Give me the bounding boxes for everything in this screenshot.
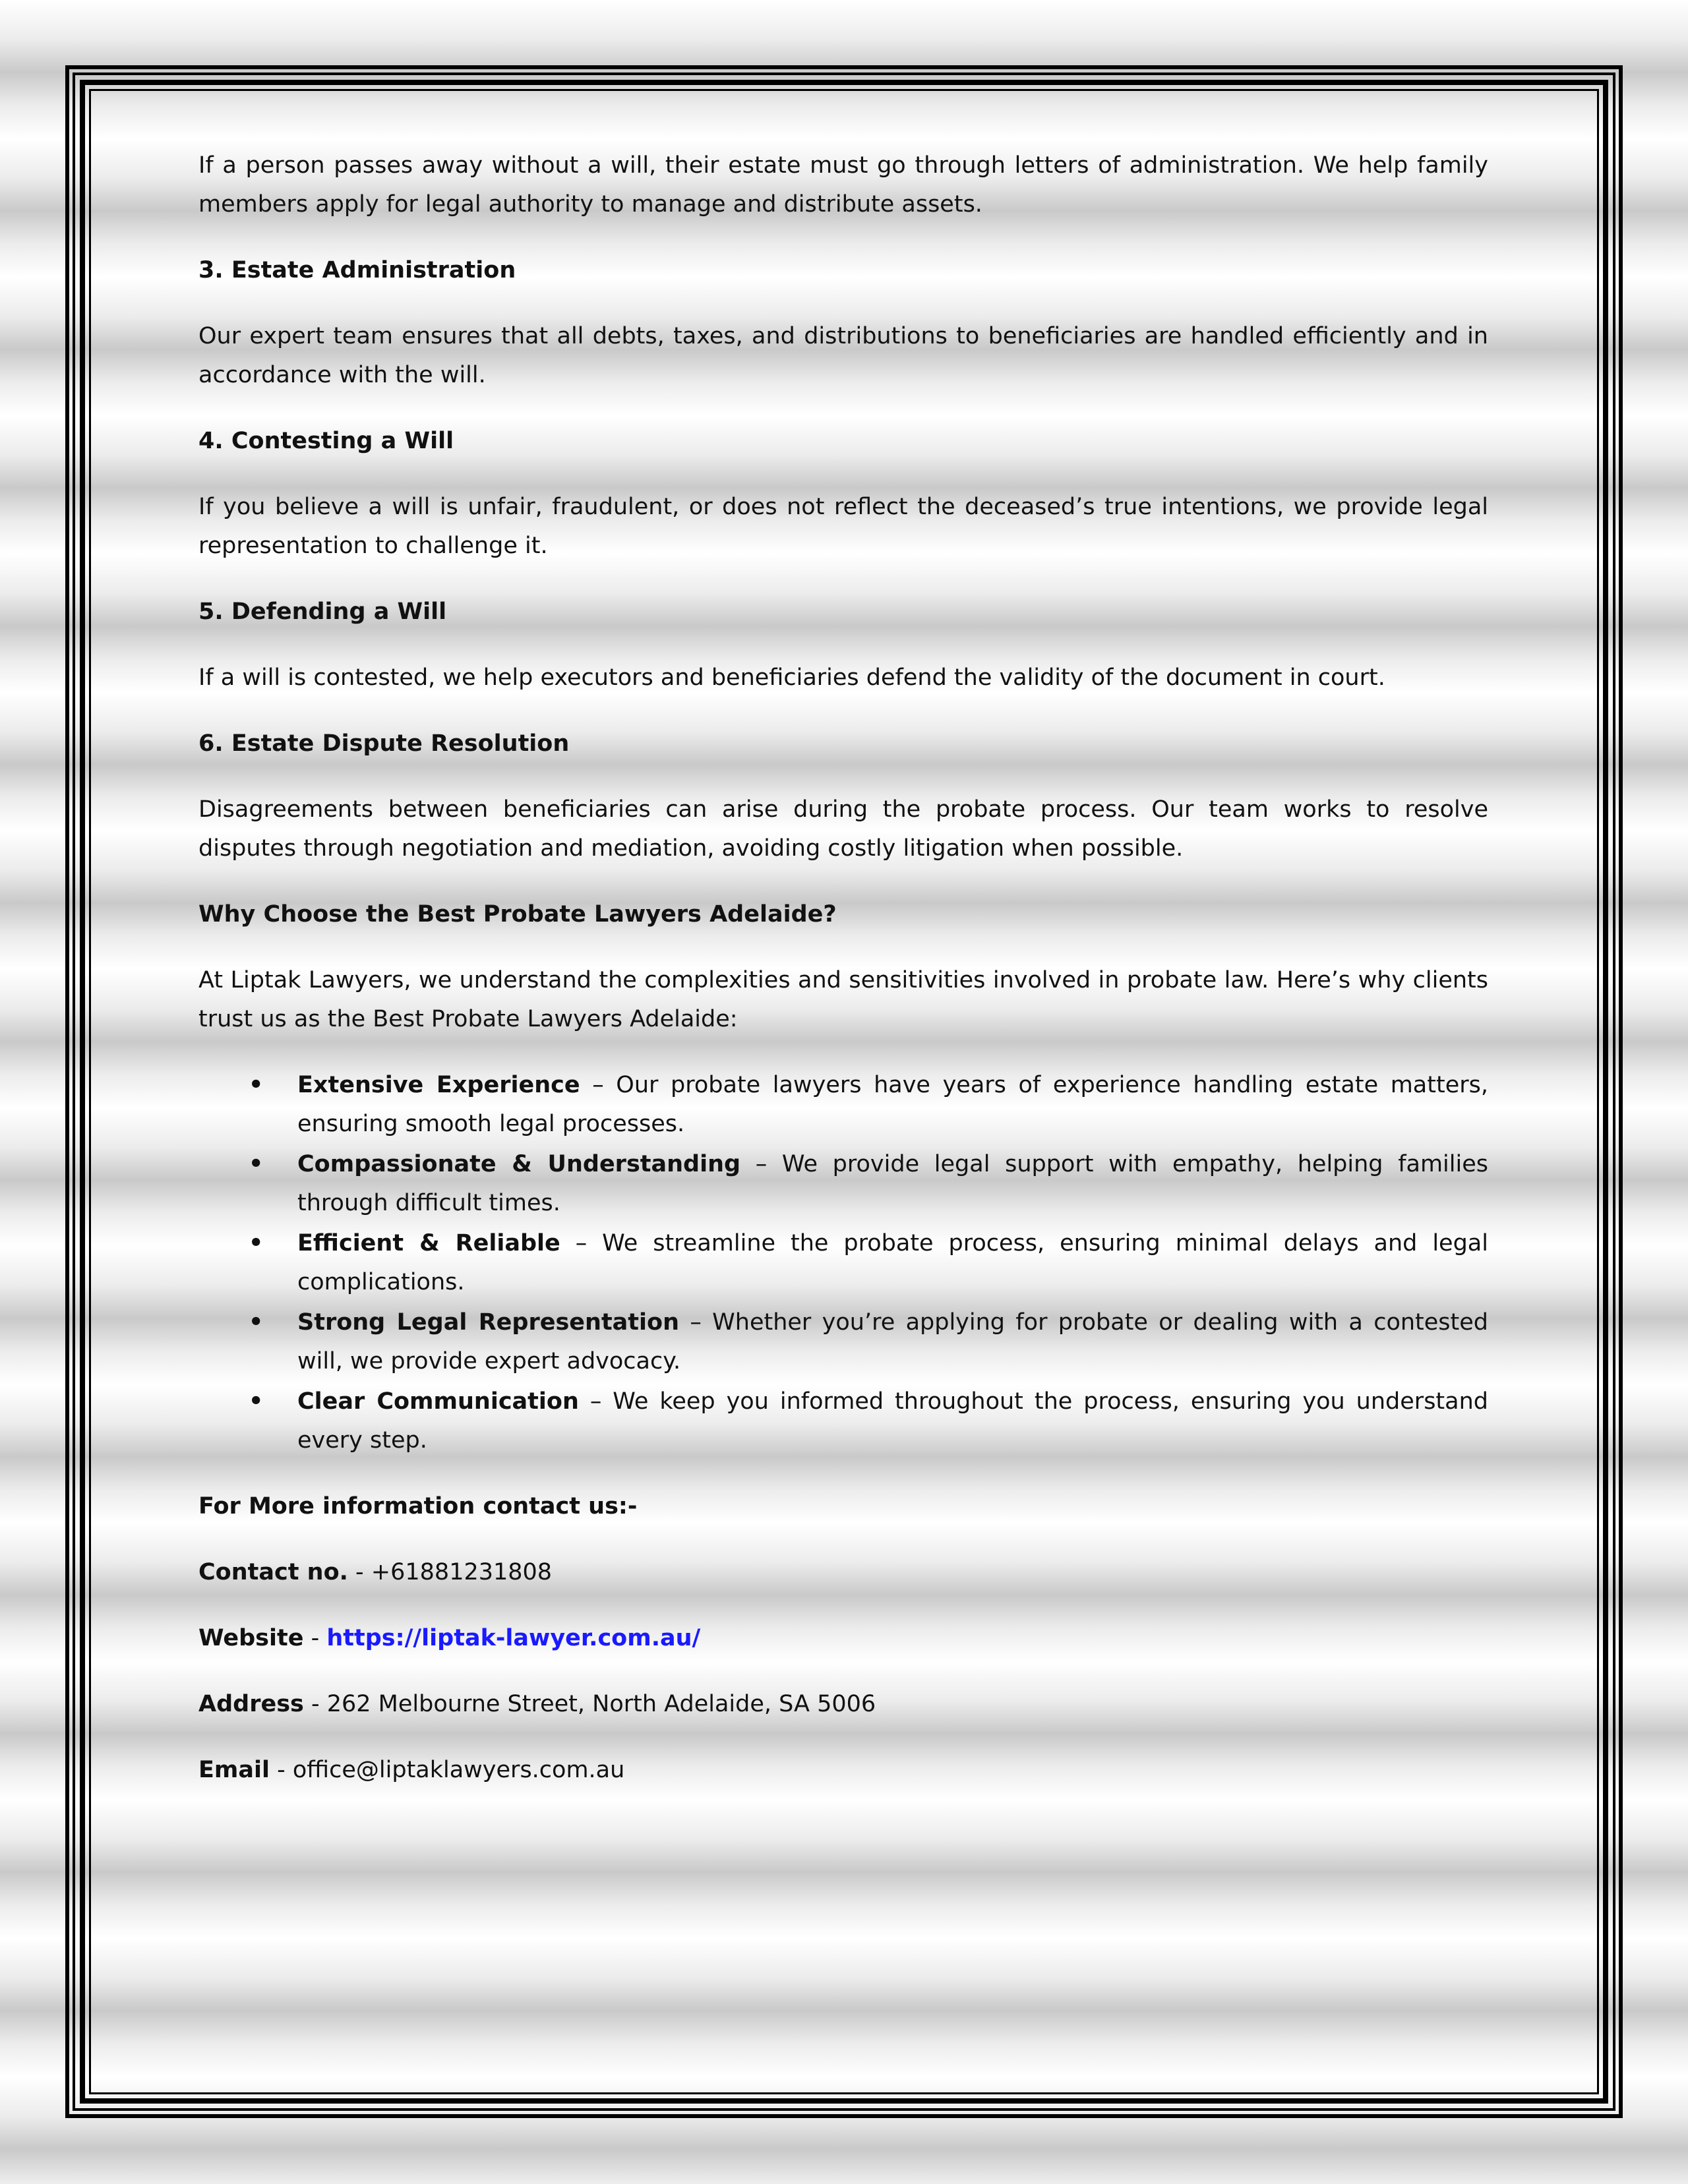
contact-email-label: Email — [198, 1757, 270, 1783]
contact-address-label: Address — [198, 1691, 304, 1717]
section-text-estate-administration: Our expert team ensures that all debts, taxes, and distributions to beneficiaries are handled efficiently and in accordance with the will. — [198, 323, 1488, 388]
list-item — [198, 1066, 1488, 1144]
why-choose-heading: Why Choose the Best Probate Lawyers Adelaide? — [198, 901, 837, 928]
benefit-text: – We provide legal support with empathy, helping families through difficult times. — [297, 1151, 1488, 1216]
website-link[interactable]: https://liptak-lawyer.com.au/ — [326, 1625, 701, 1651]
benefit-term: Efficient & Reliable — [297, 1230, 560, 1256]
section-heading-estate-dispute-resolution: 6. Estate Dispute Resolution — [198, 730, 570, 757]
bullet-icon: • — [249, 1230, 264, 1256]
contact-email — [198, 1751, 1488, 1790]
contact-email-value: - office@liptaklawyers.com.au — [270, 1757, 625, 1783]
benefit-term: Compassionate & Understanding — [297, 1151, 741, 1177]
contact-phone-value: - +61881231808 — [347, 1559, 553, 1585]
list-item — [198, 1145, 1488, 1223]
bullet-icon: • — [249, 1072, 264, 1098]
benefit-text: – Whether you’re applying for probate or dealing with a contested will, we provide expert advocacy. — [297, 1309, 1488, 1374]
section-text-defending-a-will: If a will is contested, we help executors and beneficiaries defend the validity of the document in court. — [198, 664, 1385, 691]
list-item — [198, 1303, 1488, 1381]
benefit-text: – Our probate lawyers have years of experience handling estate matters, ensuring smooth legal processes. — [297, 1072, 1488, 1137]
list-item — [198, 1224, 1488, 1302]
benefit-term: Extensive Experience — [297, 1072, 580, 1098]
bullet-icon: • — [249, 1151, 264, 1177]
bullet-icon: • — [249, 1388, 264, 1415]
benefit-term: Strong Legal Representation — [297, 1309, 679, 1336]
intro-paragraph: If a person passes away without a will, their estate must go through letters of administration. We help family members apply for legal authority to manage and distribute assets. — [198, 152, 1488, 218]
section-heading-contesting-a-will: 4. Contesting a Will — [198, 428, 454, 454]
contact-phone-label: Contact no. — [198, 1559, 348, 1585]
section-text-estate-dispute-resolution: Disagreements between beneficiaries can arise during the probate process. Our team works to resolve disputes through negotiation and mediation, avoiding costly litigation when possible. — [198, 796, 1488, 862]
list-item — [198, 1382, 1488, 1460]
section-heading-estate-administration: 3. Estate Administration — [198, 257, 516, 283]
contact-address — [198, 1685, 1488, 1724]
benefit-text: – We streamline the probate process, ensuring minimal delays and legal complications. — [297, 1230, 1488, 1295]
contact-website-separator: - — [303, 1625, 327, 1651]
contact-heading: For More information contact us:- — [198, 1493, 638, 1520]
section-heading-defending-a-will: 5. Defending a Will — [198, 599, 447, 625]
contact-website-label: Website — [198, 1625, 304, 1651]
contact-website — [198, 1619, 1488, 1658]
benefits-list — [198, 1066, 1488, 1460]
contact-phone — [198, 1553, 1488, 1592]
document-content — [198, 146, 1488, 1817]
benefit-text: – We keep you informed throughout the process, ensuring you understand every step. — [297, 1388, 1488, 1454]
section-text-contesting-a-will: If you believe a will is unfair, fraudulent, or does not reflect the deceased’s true intentions, we provide legal representation to challenge it. — [198, 494, 1488, 559]
contact-address-value: - 262 Melbourne Street, North Adelaide, SA 5006 — [303, 1691, 876, 1717]
why-choose-intro: At Liptak Lawyers, we understand the complexities and sensitivities involved in probate law. Here’s why clients trust us as the Best Probate Lawyers Adelaide: — [198, 967, 1488, 1032]
bullet-icon: • — [249, 1309, 264, 1336]
benefit-term: Clear Communication — [297, 1388, 579, 1415]
